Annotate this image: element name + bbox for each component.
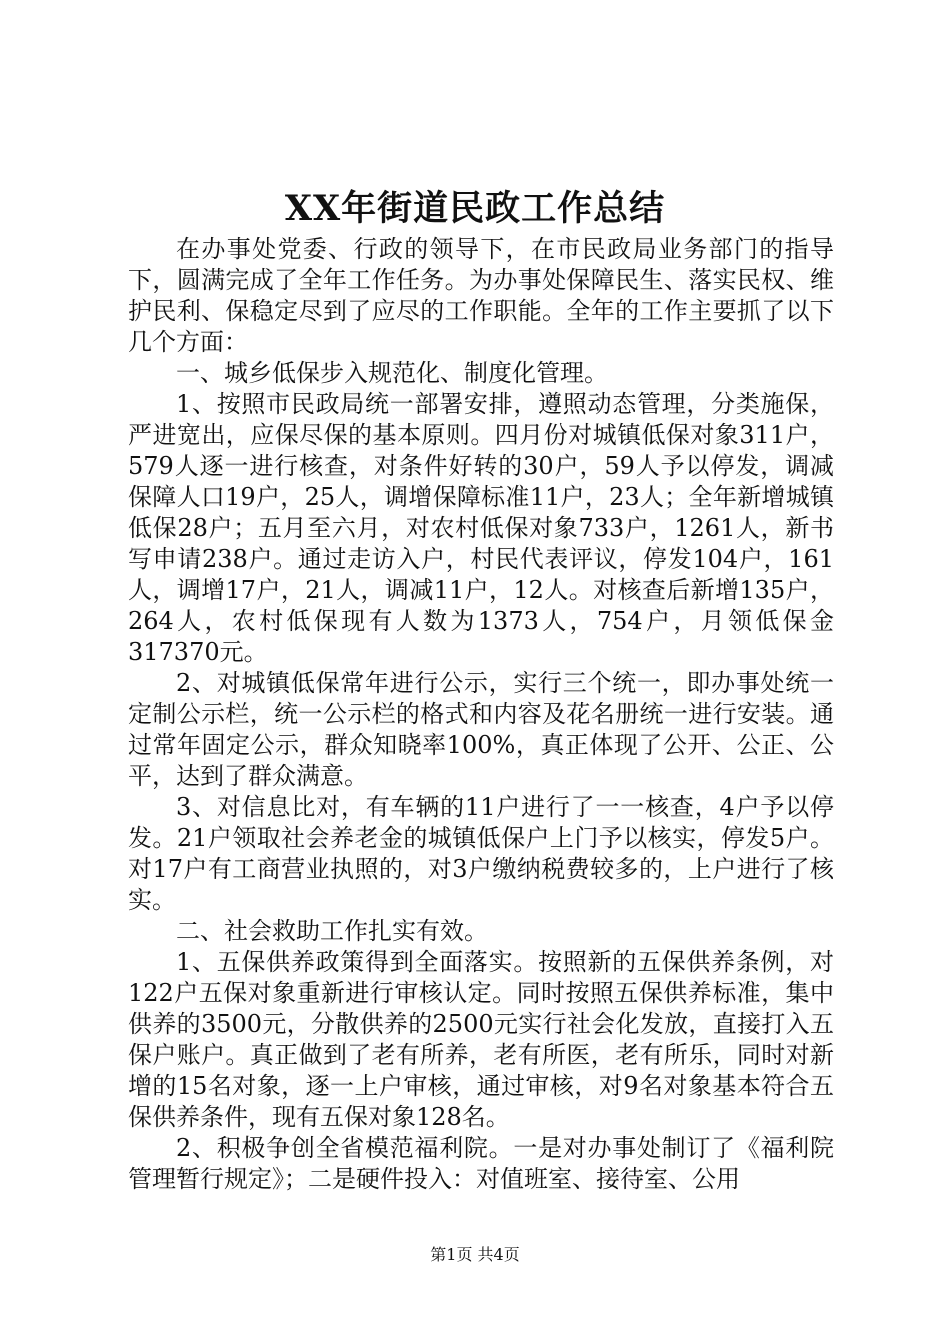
paragraph-intro: 在办事处党委、行政的领导下，在市民政局业务部门的指导下，圆满完成了全年工作任务。为办事处保障民生、落实民权、维护民利、保稳定尽到了应尽的工作职能。全年的工作主要抓了以下几个方面：	[128, 235, 834, 356]
paragraph-2-1: 1、五保供养政策得到全面落实。按照新的五保供养条例，对122户五保对象重新进行审核认定。同时按照五保供养标准，集中供养的3500元，分散供养的2500元实行社会化发放，直接打入五保户账户。真正做到了老有所养，老有所医，老有所乐，同时对新增的15名对象，逐一上户审核，通过审核，对9名对象基本符合五保供养条件，现有五保对象128名。	[128, 948, 834, 1131]
section-heading-2: 二、社会救助工作扎实有效。	[176, 917, 488, 945]
document-body	[128, 234, 834, 1195]
paragraph-1-1: 1、按照市民政局统一部署安排，遵照动态管理，分类施保，严进宽出，应保尽保的基本原则。四月份对城镇低保对象311户，579人逐一进行核查，对条件好转的30户，59人予以停发，调减保障人口19户，25人，调增保障标准11户，23人；全年新增城镇低保28户；五月至六月，对农村低保对象733户，1261人，新书写申请238户。通过走访入户，村民代表评议，停发104户，161人，调增17户，21人，调减11户，12人。对核查后新增135户，264人，农村低保现有人数为1373人，754户，月领低保金317370元。	[128, 390, 834, 666]
paragraph-1-2: 2、对城镇低保常年进行公示，实行三个统一，即办事处统一定制公示栏，统一公示栏的格式和内容及花名册统一进行安装。通过常年固定公示，群众知晓率100%，真正体现了公开、公正、公平，达到了群众满意。	[128, 669, 834, 790]
page-footer: 第1页 共4页	[430, 1245, 520, 1264]
paragraph-1-3: 3、对信息比对，有车辆的11户进行了一一核查，4户予以停发。21户领取社会养老金的城镇低保户上门予以核实，停发5户。对17户有工商营业执照的，对3户缴纳税费较多的，上户进行了核实。	[128, 793, 834, 914]
section-heading-1: 一、城乡低保步入规范化、制度化管理。	[176, 359, 608, 387]
paragraph-2-2: 2、积极争创全省模范福利院。一是对办事处制订了《福利院管理暂行规定》；二是硬件投入：对值班室、接待室、公用	[128, 1134, 834, 1193]
document-title: XX年街道民政工作总结	[284, 188, 666, 229]
